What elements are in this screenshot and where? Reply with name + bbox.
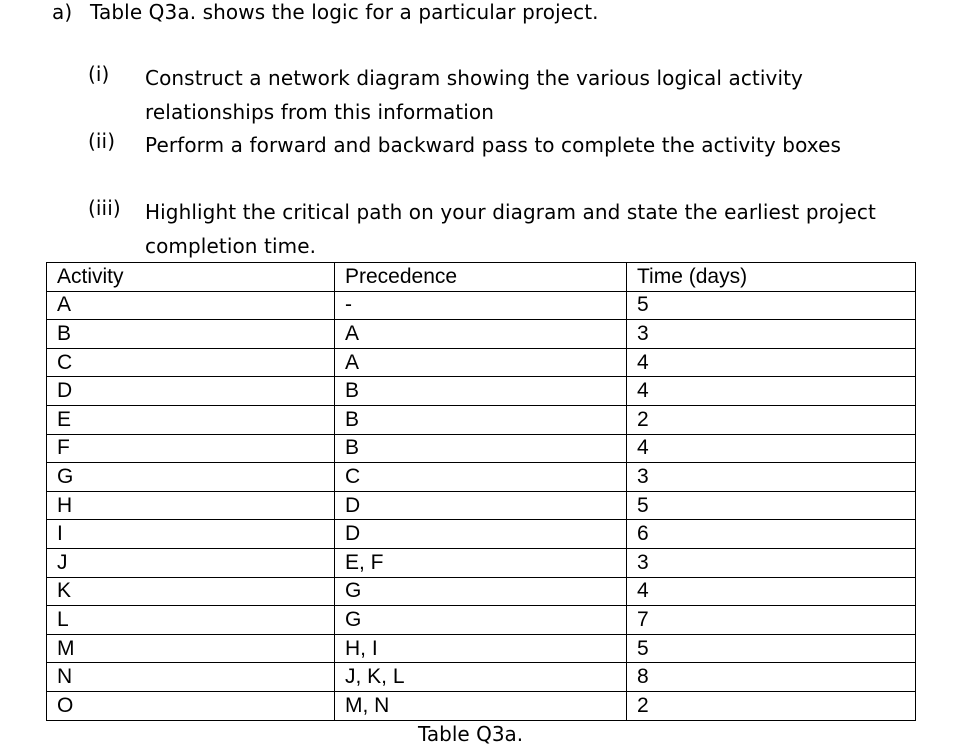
cell-time: 7 [627,606,916,635]
cell-time: 5 [627,491,916,520]
table-row [47,491,916,520]
cell-precedence: B [335,377,627,406]
table-row [47,663,916,692]
cell-activity: K [47,577,335,606]
cell-precedence: E, F [335,548,627,577]
cell-activity: I [47,520,335,549]
cell-time: 2 [627,691,916,720]
cell-precedence: D [335,491,627,520]
subitem-text: Construct a network diagram showing the various logical activity relationships from this information [145,66,803,124]
table-row [47,320,916,349]
cell-time: 6 [627,520,916,549]
cell-activity: M [47,634,335,663]
cell-activity: E [47,405,335,434]
cell-precedence: D [335,520,627,549]
table-row [47,348,916,377]
cell-precedence: H, I [335,634,627,663]
table-row [47,548,916,577]
cell-time: 3 [627,463,916,492]
question-line [52,0,599,24]
cell-time: 4 [627,434,916,463]
cell-precedence: C [335,463,627,492]
cell-precedence: A [335,348,627,377]
header-precedence: Precedence [335,263,627,292]
table-row [47,691,916,720]
table-caption: Table Q3a. [418,722,524,746]
table-row [47,463,916,492]
cell-precedence: - [335,291,627,320]
table-row [47,405,916,434]
question-text: Table Q3a. shows the logic for a particular project. [90,0,599,24]
cell-time: 4 [627,377,916,406]
table-row [47,606,916,635]
cell-time: 5 [627,634,916,663]
cell-time: 3 [627,320,916,349]
cell-activity: G [47,463,335,492]
subitem-text: Perform a forward and backward pass to complete the activity boxes [145,133,842,157]
cell-precedence: B [335,434,627,463]
logic-table [46,262,916,721]
subitem-number: (ii) [88,129,116,153]
cell-precedence: M, N [335,691,627,720]
cell-activity: H [47,491,335,520]
cell-activity: F [47,434,335,463]
cell-precedence: G [335,577,627,606]
cell-activity: B [47,320,335,349]
cell-activity: L [47,606,335,635]
cell-time: 2 [627,405,916,434]
subitem-text: Highlight the critical path on your diagram and state the earliest project completion time. [145,200,876,258]
cell-activity: N [47,663,335,692]
question-label: a) [52,0,73,24]
header-time: Time (days) [627,263,916,292]
cell-time: 8 [627,663,916,692]
table-row [47,377,916,406]
cell-time: 5 [627,291,916,320]
table-row [47,577,916,606]
cell-precedence: G [335,606,627,635]
table-header-row [47,263,916,292]
table-row [47,634,916,663]
cell-precedence: B [335,405,627,434]
cell-time: 4 [627,348,916,377]
subitem-number: (i) [88,62,110,86]
cell-time: 4 [627,577,916,606]
header-activity: Activity [47,263,335,292]
cell-activity: D [47,377,335,406]
cell-activity: C [47,348,335,377]
table-row [47,291,916,320]
table-row [47,520,916,549]
subitem-number: (iii) [88,196,121,220]
cell-activity: J [47,548,335,577]
table-body [47,291,916,720]
table-row [47,434,916,463]
cell-time: 3 [627,548,916,577]
cell-activity: A [47,291,335,320]
cell-precedence: J, K, L [335,663,627,692]
cell-precedence: A [335,320,627,349]
cell-activity: O [47,691,335,720]
